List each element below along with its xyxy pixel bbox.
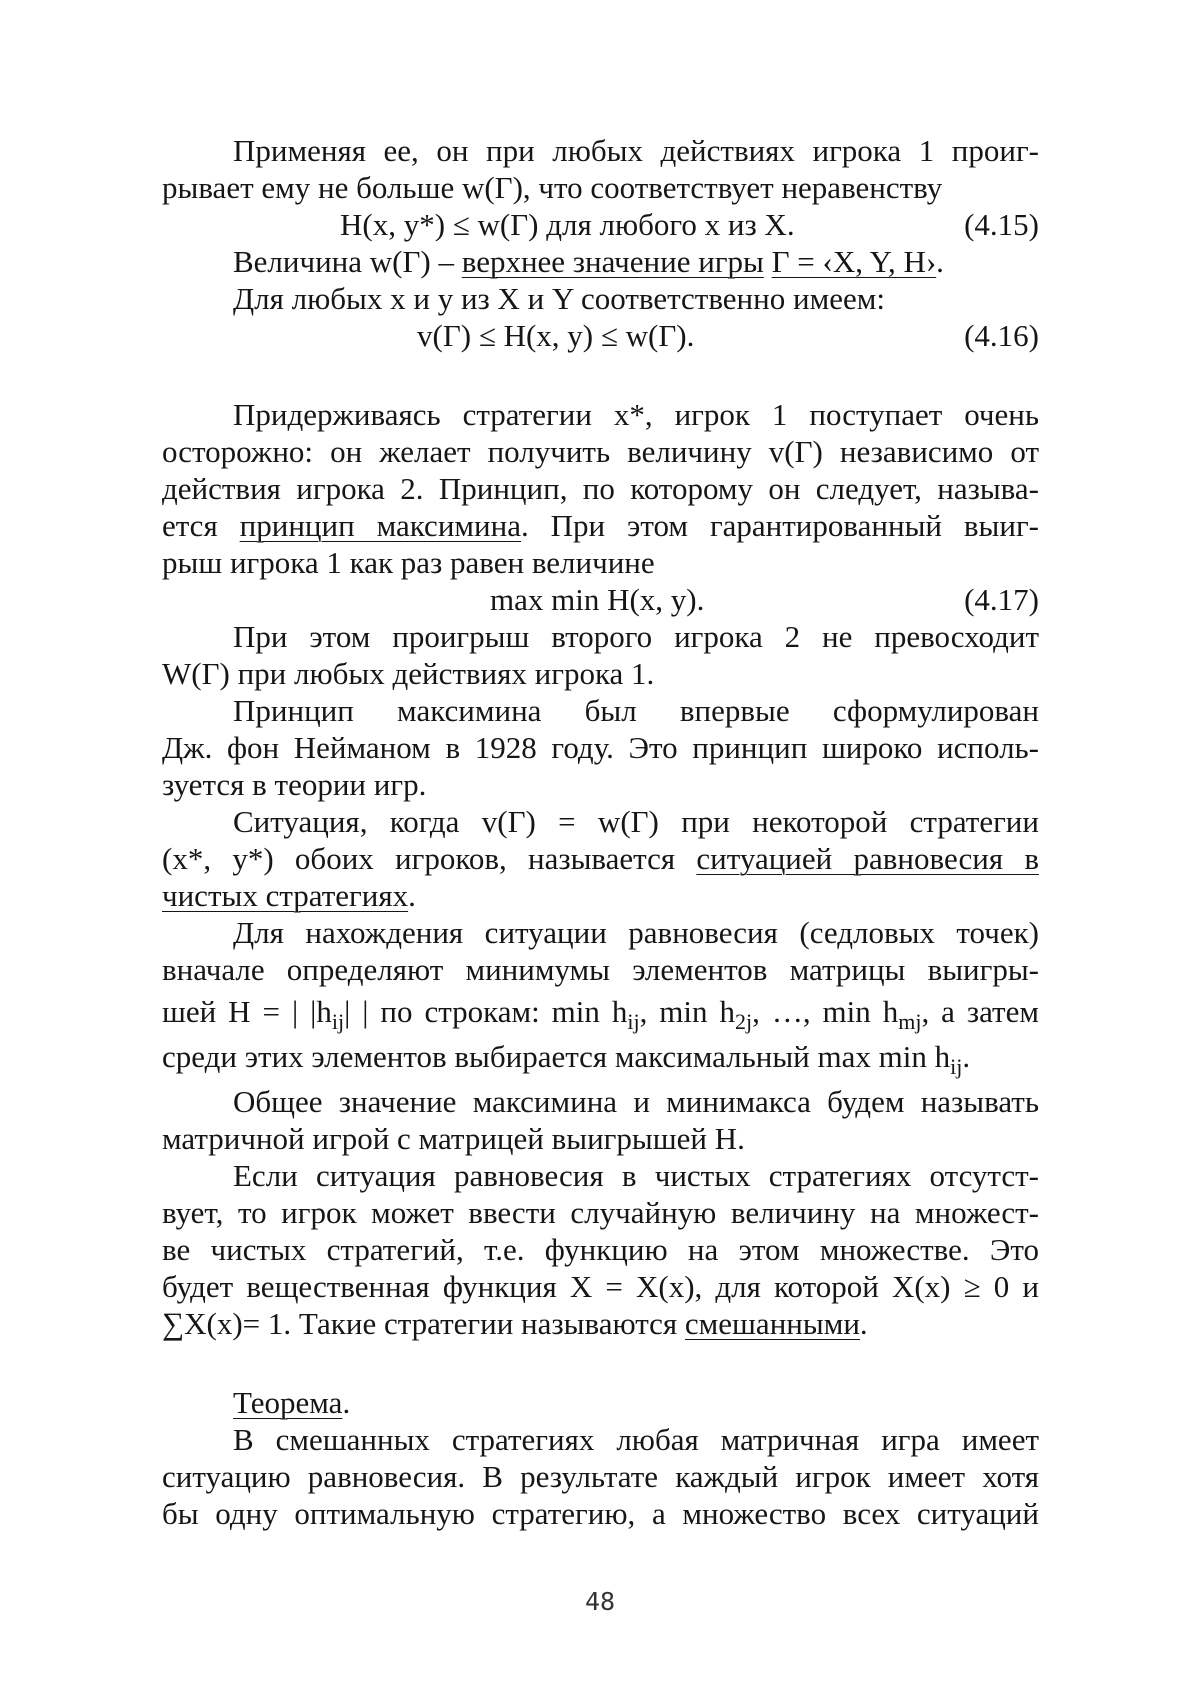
underlined-term: принцип максимина	[239, 508, 521, 543]
paragraph-line-matrix	[162, 993, 1039, 1034]
equation-formula: v(Γ) ≤ H(x, y) ≤ w(Γ).	[417, 318, 695, 353]
underlined-term: смешанными	[684, 1306, 860, 1341]
underlined-term: Γ = ‹X, Y, H›	[771, 244, 937, 279]
text-span	[764, 244, 772, 279]
theorem-label: Теорема	[233, 1385, 343, 1420]
text-span: Величина w(Γ) –	[233, 244, 462, 279]
text-span: ется	[162, 508, 240, 543]
paragraph-line: ве чистых стратегий, т.е. функцию на этом множестве. Это	[162, 1232, 1039, 1267]
equation-number: (4.16)	[964, 318, 1039, 353]
paragraph-line: Применяя ее, он при любых действиях игрока 1 проиг-	[233, 133, 1039, 168]
equation-formula: H(x, y*) ≤ w(Γ) для любого x из X.	[340, 207, 795, 242]
paragraph-line: будет вещественная функция X = X(x), для которой X(x) ≥ 0 и	[162, 1269, 1039, 1304]
equation-4-16	[162, 317, 1039, 354]
paragraph-line-equilibrium	[162, 840, 1039, 877]
text-span: , а затем	[921, 994, 1039, 1029]
subscript: ij	[627, 1009, 640, 1034]
sum-symbol: ∑	[162, 1306, 185, 1341]
norm-bars-close: | |	[344, 994, 369, 1029]
paragraph-line-pure-strategies	[162, 877, 1039, 914]
text-span: .	[342, 1385, 351, 1420]
paragraph-line: матричной игрой с матрицей выигрышей H.	[162, 1121, 745, 1156]
equation-4-15	[162, 206, 1039, 243]
paragraph-line: Дж. фон Нейманом в 1928 году. Это принцип широко исполь-	[162, 730, 1039, 765]
text-span: .	[859, 1306, 868, 1341]
paragraph-line: Для нахождения ситуации равновесия (седловых точек)	[233, 915, 1039, 950]
paragraph-line: осторожно: он желает получить величину v(Γ) независимо от	[162, 434, 1039, 469]
text-span: (x*, y*) обоих игроков, называется	[162, 841, 697, 876]
paragraph-line: вует, то игрок может ввести случайную величину на множест-	[162, 1195, 1039, 1230]
paragraph-line-maximin	[162, 507, 1039, 544]
text-span: h	[316, 994, 332, 1029]
paragraph-line: зуется в теории игр.	[162, 767, 427, 802]
paragraph-line: рыш игрока 1 как раз равен величине	[162, 545, 655, 580]
text-span: , …, min h	[752, 994, 899, 1029]
paragraph-line: Ситуация, когда v(Γ) = w(Γ) при некоторой стратегии	[233, 804, 1039, 839]
paragraph-line-maxmin	[162, 1038, 1039, 1079]
text-span: среди этих элементов выбирается максимальный max min h	[162, 1039, 951, 1074]
text-span: . При этом гарантированный выиг-	[520, 508, 1040, 543]
paragraph-line: Для любых x и y из X и Y соответственно имеем:	[233, 281, 885, 316]
paragraph-line: вначале определяют минимумы элементов матрицы выигры-	[162, 952, 1039, 987]
paragraph-line: ситуацию равновесия. В результате каждый игрок имеет хотя	[162, 1459, 1039, 1494]
paragraph-line: рывает ему не больше w(Γ), что соответствует неравенству	[162, 170, 943, 205]
paragraph-line: Если ситуация равновесия в чистых стратегиях отсутст-	[233, 1158, 1039, 1193]
text-span: .	[936, 244, 944, 279]
subscript: 2j	[734, 1009, 753, 1034]
subscript: mj	[898, 1009, 922, 1034]
paragraph-line: бы одну оптимальную стратегию, а множество всех ситуаций	[162, 1496, 1039, 1531]
text-span: .	[962, 1039, 971, 1074]
paragraph-line: В смешанных стратегиях любая матричная игра имеет	[233, 1422, 1039, 1457]
equation-number: (4.17)	[964, 582, 1039, 617]
paragraph-line: Придерживаясь стратегии x*, игрок 1 поступает очень	[233, 397, 1039, 432]
text-span: шей H =	[162, 994, 292, 1029]
equation-formula: max min H(x, y).	[490, 582, 705, 617]
paragraph-line: При этом проигрыш второго игрока 2 не превосходит	[233, 619, 1039, 654]
equation-number: (4.15)	[964, 207, 1039, 242]
norm-bars-open: | |	[291, 994, 317, 1029]
text-span: .	[408, 878, 416, 913]
paragraph-definition-upper-value	[162, 243, 1039, 280]
paragraph-line: Принцип максимина был впервые сформулирован	[233, 693, 1039, 728]
paragraph-line: действия игрока 2. Принцип, по которому он следует, называ-	[162, 471, 1039, 506]
page-number: 48	[584, 1587, 616, 1616]
text-span: , min h	[639, 994, 735, 1029]
subscript: ij	[331, 1009, 345, 1034]
text-span: X(x)= 1. Такие стратегии называются	[184, 1306, 685, 1341]
paragraph-line-mixed	[162, 1305, 1039, 1342]
text-span: по строкам: min h	[368, 994, 628, 1029]
underlined-term: ситуацией равновесия в	[696, 841, 1039, 876]
underlined-term: верхнее значение игры	[461, 244, 764, 279]
underlined-term: чистых стратегиях	[162, 878, 409, 913]
equation-4-17	[162, 581, 1039, 618]
subscript: ij	[950, 1054, 963, 1079]
paragraph-line: Общее значение максимина и минимакса будем называть	[233, 1084, 1039, 1119]
paragraph-line: W(Γ) при любых действиях игрока 1.	[162, 656, 655, 691]
theorem-heading	[162, 1384, 1039, 1421]
